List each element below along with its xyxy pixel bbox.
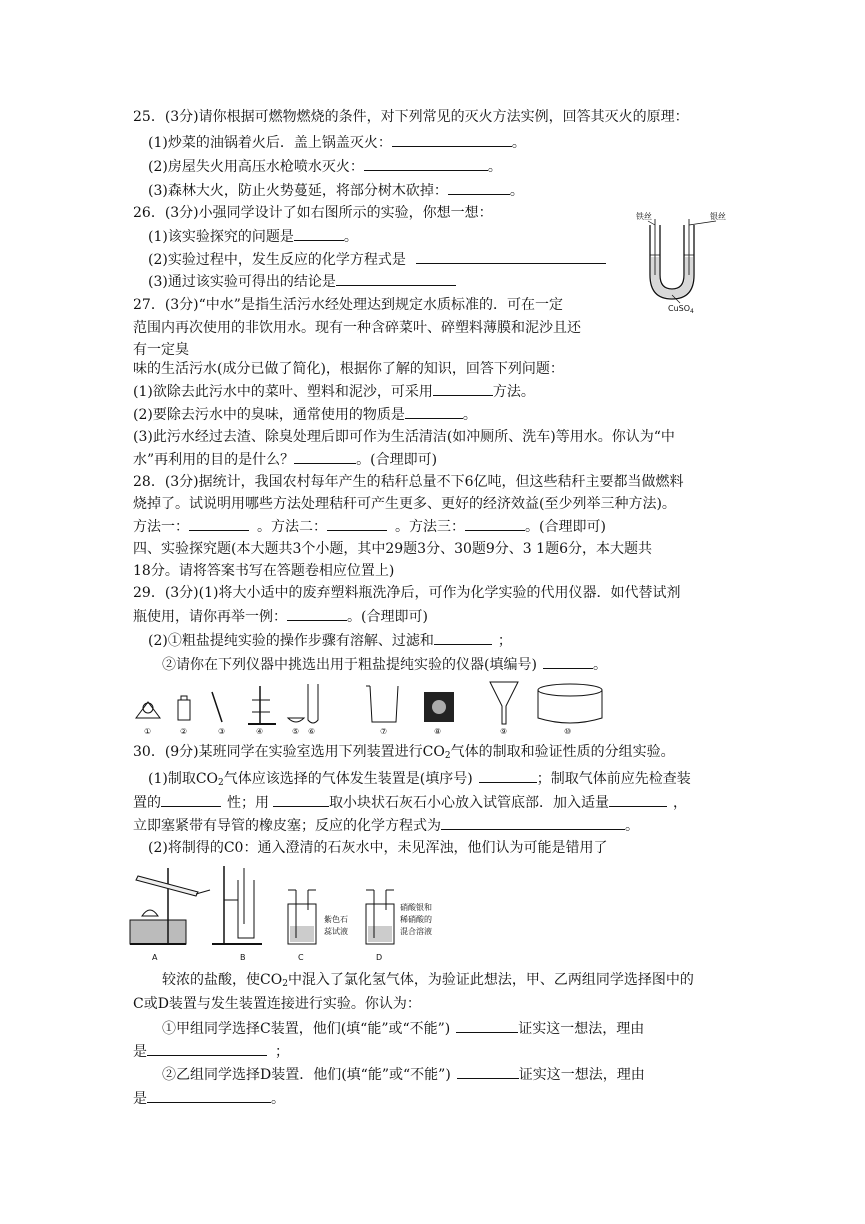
d-reagent-line-1: 硝酸银和	[400, 903, 432, 912]
device-d-label: D	[376, 953, 383, 962]
q28-methods: 方法一： 。方法二： 。方法三： 。(合理即可)	[133, 516, 606, 537]
cuso4-label: CuSO$_4$	[668, 304, 694, 315]
q30-d-reason: 是 。	[133, 1088, 285, 1109]
instrument-7-label: ⑦	[380, 727, 388, 736]
q28-answer-2[interactable]	[327, 516, 387, 531]
silver-wire-label: 银丝	[710, 212, 726, 221]
device-a-label: A	[152, 953, 158, 962]
q30-answer-1[interactable]	[479, 768, 537, 783]
q27-item-3a: (3)此污水经过去渣、除臭处理后即可作为生活清洁(如冲厕所、洗车)等用水。你认为“中	[133, 429, 675, 445]
q30-item-3: 立即塞紧带有导管的橡皮塞；反应的化学方程式为 。	[133, 815, 639, 836]
iron-wire-label: 铁丝	[636, 212, 652, 221]
q25-item-3: (3)森林大火，防止火势蔓延，将部分树木砍掉： 。	[148, 180, 524, 201]
q27-line-1: 27．(3分)“中水”是指生活污水经处理达到规定水质标准的．可在一定	[133, 297, 563, 313]
q28-answer-3[interactable]	[465, 516, 525, 531]
q30-answer-c1[interactable]	[456, 1018, 518, 1033]
instrument-2-label: ②	[180, 727, 188, 736]
q26-answer-2[interactable]	[416, 249, 606, 264]
q30-line-6: C或D装置与发生装置连接进行实验。你认为：	[133, 996, 421, 1012]
instruments-figure	[130, 678, 610, 740]
q29-line-2: 瓶使用，请你再举一例： 。(合理即可)	[133, 606, 428, 627]
q30-answer-c2[interactable]	[147, 1041, 267, 1056]
q30-stem: 30．(9分)某班同学在实验室选用下列装置进行$CO_2$气体的制取和验证性质的分组实验。	[133, 744, 675, 761]
q25-answer-1[interactable]	[392, 132, 512, 147]
d-reagent-line-3: 混合溶液	[400, 927, 432, 936]
q29-answer-1[interactable]	[287, 606, 347, 621]
q30-line-5: 较浓的盐酸，使$CO_2$中混入了氯化氢气体，为验证此想法，甲、乙两组同学选择图中的	[162, 972, 694, 989]
q30-answer-d2[interactable]	[147, 1088, 271, 1103]
q25-item-1: (1)炒菜的油锅着火后．盖上锅盖灭火： 。	[148, 132, 526, 153]
u-tube-figure	[628, 205, 738, 317]
q29-answer-2[interactable]	[434, 630, 492, 645]
c-reagent-line-2: 蕊试液	[324, 927, 348, 936]
q27-item-1: (1)欲除去此污水中的菜叶、塑料和泥沙，可采用 方法。	[133, 381, 535, 402]
q30-item-1: (1)制取$CO_2$气体应该选择的气体发生装置是(填序号) ；制取气体前应先检查装	[148, 768, 691, 793]
q27-line-3: 有一定臭	[133, 342, 189, 358]
q30-item-4: (2)将制得的C0：通入澄清的石灰水中，未见浑浊，他们认为可能是错用了	[148, 840, 608, 856]
q27-answer-3[interactable]	[294, 449, 356, 464]
instrument-9-label: ⑨	[500, 727, 508, 736]
q25-item-2: (2)房屋失火用高压水枪喷水灭火： 。	[148, 156, 502, 177]
q29-answer-3[interactable]	[543, 654, 593, 669]
q27-item-2: (2)要除去污水中的臭味，通常使用的物质是 。	[133, 404, 477, 425]
c-reagent-line-1: 紫色石	[324, 915, 348, 924]
q25-answer-2[interactable]	[364, 156, 488, 171]
q27-answer-2[interactable]	[405, 404, 463, 419]
q30-item-2: 置的 性；用 取小块状石灰石小心放入试管底部．加入适量 ，	[133, 792, 687, 813]
apparatus-figure	[128, 860, 448, 966]
instrument-5-label: ⑤	[292, 727, 300, 736]
q30-answer-4[interactable]	[609, 792, 667, 807]
device-b-label: B	[240, 953, 246, 962]
q26-answer-1[interactable]	[294, 226, 344, 241]
q27-answer-1[interactable]	[433, 381, 493, 396]
section-4-heading: 四、实验探究题(本大题共3个小题，其中29题3分、30题9分、3 1题6分，本大题共	[133, 541, 652, 557]
instrument-3-label: ③	[218, 727, 226, 736]
q25-stem: 25．(3分)请你根据可燃物燃烧的条件，对下列常见的灭火方法实例，回答其灭火的原理：	[133, 109, 689, 125]
q29-item-2: (2)①粗盐提纯实验的操作步骤有溶解、过滤和 ；	[148, 630, 512, 651]
instrument-4-label: ④	[256, 727, 264, 736]
instrument-1-label: ①	[144, 727, 152, 736]
q27-line-4: 味的生活污水(成分已做了简化)，根据你了解的知识，回答下列问题：	[133, 361, 564, 377]
q26-answer-3[interactable]	[336, 271, 456, 286]
q28-answer-1[interactable]	[189, 516, 249, 531]
q26-item-3: (3)通过该实验可得出的结论是	[148, 271, 456, 292]
q29-item-3: ②请你在下列仪器中挑选出用于粗盐提纯实验的仪器(填编号) 。	[162, 654, 607, 675]
q30-answer-2[interactable]	[161, 792, 221, 807]
q28-line-2: 烧掉了。试说明用哪些方法处理秸秆可产生更多、更好的经济效益(至少列举三种方法)。	[133, 496, 676, 512]
q25-answer-3[interactable]	[448, 180, 510, 195]
q30-c-question: ①甲组同学选择C装置，他们(填“能”或“不能”) 证实这一想法，理由	[162, 1018, 644, 1039]
q30-c-reason: 是 ；	[133, 1041, 289, 1062]
q26-item-1: (1)该实验探究的问题是 。	[148, 226, 358, 247]
q27-line-2: 范围内再次使用的非饮用水。现有一种含碎菜叶、碎塑料薄膜和泥沙且还	[133, 320, 581, 336]
q27-item-3b: 水”再利用的目的是什么？ 。(合理即可)	[133, 449, 437, 470]
q29-line-1: 29．(3分)(1)将大小适中的废弃塑料瓶洗净后，可作为化学实验的代用仪器．如代替试剂	[133, 585, 681, 601]
q30-answer-d1[interactable]	[457, 1064, 519, 1079]
q28-line-1: 28．(3分)据统计，我国农村每年产生的秸秆总量不下6亿吨，但这些秸秆主要都当做燃料	[133, 474, 684, 490]
q26-stem: 26．(3分)小强同学设计了如右图所示的实验，你想一想：	[133, 205, 493, 221]
instrument-6-label: ⑥	[308, 727, 316, 736]
device-c-label: C	[298, 953, 304, 962]
q30-answer-5[interactable]	[441, 815, 625, 830]
q26-item-2: (2)实验过程中，发生反应的化学方程式是	[148, 249, 606, 270]
d-reagent-line-2: 稀硝酸的	[400, 915, 432, 924]
q30-answer-3[interactable]	[273, 792, 329, 807]
section-4-heading-2: 18分。请将答案书写在答题卷相应位置上)	[133, 563, 395, 579]
q30-d-question: ②乙组同学选择D装置．他们(填“能”或“不能”) 证实这一想法，理由	[162, 1064, 645, 1085]
instrument-10-label: ⑩	[564, 727, 572, 736]
instrument-8-label: ⑧	[434, 727, 442, 736]
